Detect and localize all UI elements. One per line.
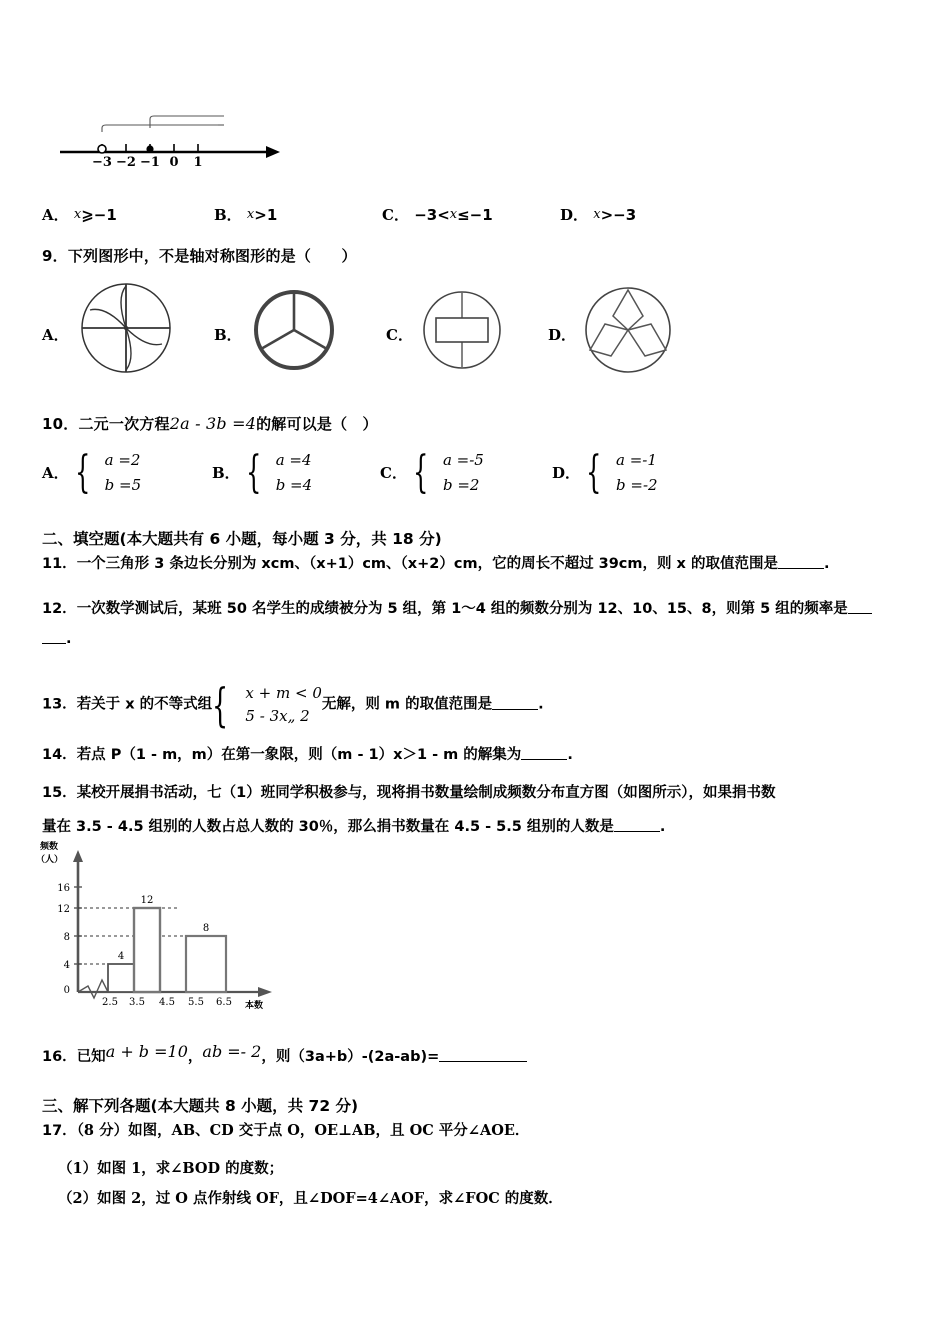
bar-label-8: 8	[202, 923, 210, 934]
numberline-tick-label: 0	[169, 155, 179, 170]
q17-stem: 17．（8 分）如图，AB、CD 交于点 O，OE⊥AB，且 OC 平分∠AOE．	[42, 1122, 530, 1139]
chart-y-axis-label-line1: 频数	[40, 842, 59, 852]
q9-option-c-label: C．	[386, 326, 413, 344]
brace-icon: {	[74, 446, 91, 498]
y-tick-12: 12	[57, 904, 70, 915]
q9-option-c-figure[interactable]	[414, 278, 510, 382]
bar-5.5-6.5	[186, 936, 226, 992]
brace-icon: {	[586, 446, 602, 498]
q12-answer-blank-cont[interactable]	[42, 630, 66, 644]
q14-answer-blank[interactable]	[521, 746, 567, 760]
q17-sub1: （1）如图 1，求∠BOD 的度数；	[58, 1160, 284, 1177]
q10-option-b[interactable]: B． { a =4 b =4	[212, 446, 313, 498]
q17-sub2: （2）如图 2，过 O 点作射线 OF，且∠DOF=4∠AOF，求∠FOC 的度数．	[58, 1190, 563, 1207]
q11-answer-blank[interactable]	[778, 555, 824, 569]
section3-heading: 三、解下列各题(本大题共 8 小题，共 72 分)	[42, 1097, 359, 1115]
brace-icon: {	[245, 446, 262, 498]
numberline-tick-label: −1	[140, 155, 160, 170]
q14: 14．若点 P（1 - m，m）在第一象限，则（m - 1）x＞1 - m 的解集为 .	[42, 747, 573, 763]
number-line-figure	[58, 108, 298, 170]
section2-heading: 二、填空题(本大题共有 6 小题，每小题 3 分，共 18 分)	[42, 530, 442, 548]
q10-option-d[interactable]: D． { a =-1 b =-2	[552, 446, 658, 498]
q8-option-d[interactable]: D． x>−3	[560, 206, 637, 224]
q16-answer-blank[interactable]	[439, 1048, 527, 1062]
q11-number: 11．	[42, 556, 77, 572]
chart-x-axis-label: 本数	[245, 1001, 264, 1011]
q13-answer-blank[interactable]	[492, 696, 538, 710]
numberline-tick-label: −2	[116, 155, 136, 170]
q17-number: 17．	[42, 1123, 77, 1139]
q9-option-a-label: A．	[42, 326, 69, 344]
q15-line2: 量在 3.5 - 4.5 组别的人数占总人数的 30％，那么捐书数量在 4.5 - 5.5 组别的人数是 .	[42, 819, 666, 835]
q16: 16．已知a + b =10，ab =- 2，则（3a+b）-(2a-ab)=	[42, 1040, 922, 1068]
q9-option-d-label: D．	[548, 326, 577, 344]
q15-answer-blank[interactable]	[614, 818, 660, 832]
q15-line1: 15．某校开展捐书活动，七（1）班同学积极参与，现将捐书数量绘制成频数分布直方图（如图所示），如果捐书数	[42, 785, 776, 801]
q9-option-b-label: B．	[214, 326, 242, 344]
numberline-tick-label: 1	[193, 155, 203, 170]
q14-number: 14．	[42, 747, 77, 763]
bar-3.5-4.5	[134, 908, 160, 992]
q10-number: 10．	[42, 415, 79, 433]
x-tick-4.5: 4.5	[159, 997, 175, 1008]
y-tick-16: 16	[57, 883, 70, 894]
q9-text: 下列图形中，不是轴对称图形的是（ ）	[67, 247, 357, 265]
q10-option-a[interactable]: A． { a =2 b =5	[42, 446, 142, 498]
q10-equation: 2a - 3b =4	[169, 414, 257, 433]
q11-text: 一个三角形 3 条边长分别为 xcm、（x+1）cm、（x+2）cm，它的周长不超过 39cm，则 x 的取值范围是	[76, 556, 778, 572]
q16-eq1: a + b =10	[105, 1042, 188, 1061]
q12-number: 12．	[42, 601, 77, 617]
brace-icon: {	[412, 446, 429, 498]
q8-option-c[interactable]: C． −3<x≤−1	[382, 206, 493, 224]
y-tick-0: 0	[63, 985, 70, 996]
q8-option-a[interactable]: A． x⩾−1	[42, 206, 117, 224]
q13-number: 13．	[42, 696, 77, 713]
frequency-histogram	[30, 842, 330, 1018]
q12	[42, 598, 932, 620]
q10-stem: 10．二元一次方程2a - 3b =4的解可以是（ ）	[42, 414, 378, 433]
q16-eq2: ab =- 2	[202, 1042, 262, 1061]
q8-option-b[interactable]: B． x>1	[214, 206, 278, 224]
x-tick-5.5: 5.5	[188, 997, 204, 1008]
q10-option-c[interactable]: C． { a =-5 b =2	[380, 446, 484, 498]
bar-label-4: 4	[117, 951, 125, 962]
bar-label-12: 12	[140, 895, 154, 906]
y-tick-4: 4	[63, 960, 70, 971]
y-tick-8: 8	[63, 932, 70, 943]
q12-continuation: .	[42, 628, 72, 650]
q13: 13．若关于 x 的不等式组 { x + m < 0 5 - 3x„ 2 无解，则 m 的取值范围是 .	[42, 677, 544, 732]
q12-text: 一次数学测试后，某班 50 名学生的成绩被分为 5 组，第 1～4 组的频数分别为 12、10、15、8，则第 5 组的频率是	[76, 601, 848, 617]
chart-y-axis-label-line2: （人）	[36, 855, 64, 865]
q9-number: 9．	[42, 247, 68, 265]
q9-option-b-figure[interactable]	[246, 278, 342, 382]
q15-number: 15．	[42, 785, 77, 801]
q16-number: 16．	[42, 1049, 77, 1065]
bar-2.5-3.5	[108, 964, 134, 992]
x-tick-2.5: 2.5	[102, 997, 118, 1008]
q9-option-a-figure[interactable]	[76, 278, 176, 382]
q11: 11．一个三角形 3 条边长分别为 xcm、（x+1）cm、（x+2）cm，它的周长不超过 39cm，则 x 的取值范围是 .	[42, 556, 830, 572]
brace-icon: {	[212, 677, 229, 732]
q9-option-d-figure[interactable]	[578, 278, 678, 382]
q14-text: 若点 P（1 - m，m）在第一象限，则（m - 1）x＞1 - m 的解集为	[76, 747, 522, 763]
numberline-tick-label: −3	[92, 155, 112, 170]
q9-stem	[42, 245, 357, 268]
x-tick-6.5: 6.5	[216, 997, 232, 1008]
x-tick-3.5: 3.5	[129, 997, 145, 1008]
q12-answer-blank[interactable]	[848, 600, 872, 614]
q13-inequality-system: { x + m < 0 5 - 3x„ 2	[212, 677, 322, 732]
q9-figure-row	[0, 278, 950, 382]
